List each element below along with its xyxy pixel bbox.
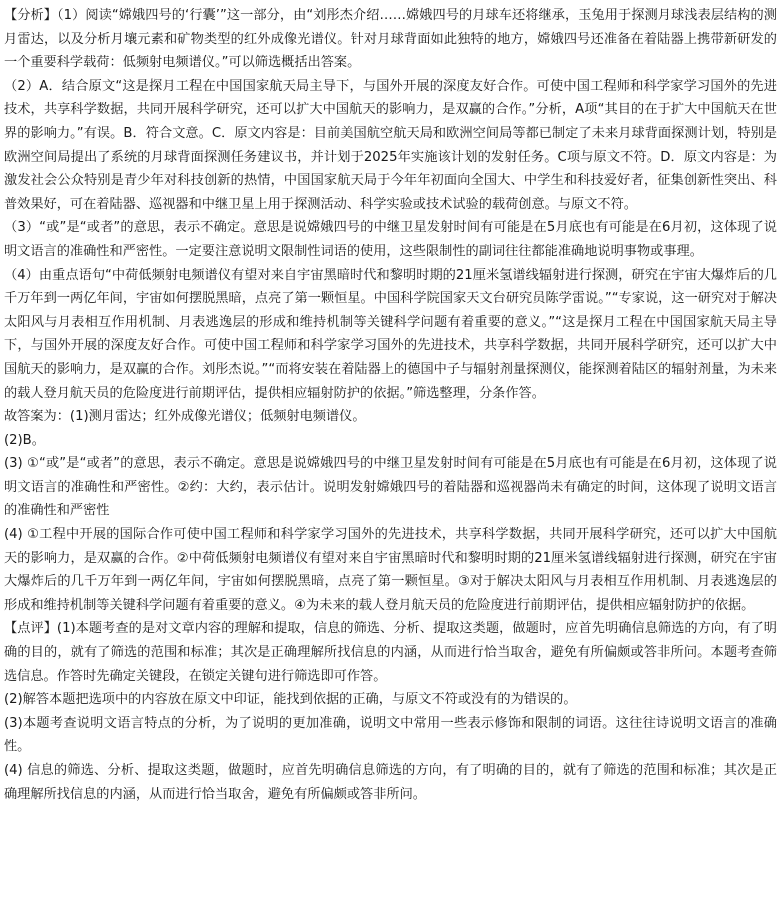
comment-part-4: (4) 信息的筛选、分析、提取这类题，做题时，应首先明确信息筛选的方向，有了明确的目的，就有了筛选的范围和标准；其次是正确理解所找信息的内涵，从而进行恰当取舍，避免有所偏颇或答非所问。: [4, 763, 777, 802]
analysis-part-4: （4）由重点语句“中荷低频射电频谱仪有望对来自宇宙黑暗时代和黎明时期的21厘米氢谱线辐射进行探测，研究在宇宙大爆炸后的几千万年到一两亿年间，宇宙如何摆脱黑暗，点亮了第一颗恒星。中国科学院国家天文台研究员陈学雷说。”“专家说，这一研究对于解决太阳风与月表相互作用机制、月表逃逸层的形成和维持机制等关键科学问题有着重要的意义。”“这是探月工程在中国国家航天局主导下，与国外开展的深度友好合作。可使中国工程师和科学家学习国外的先进技术，共享科学数据，共同开展科学研究，还可以扩大中国航天的影响力，是双赢的合作。刘彤杰说。”“而将安装在着陆器上的德国中子与辐射剂量探测仪，能探测着陆区的辐射剂量，为未来的载人登月航天员的危险度进行前期评估，提供相应辐射防护的依据。”筛选整理，分条作答。: [4, 267, 777, 401]
comment-part-2: (2)解答本题把选项中的内容放在原文中印证，能找到依据的正确，与原文不符或没有的为错误的。: [4, 692, 577, 708]
comment-part-3: (3)本题考查说明文语言特点的分析，为了说明的更加准确，说明文中常用一些表示修饰和限制的词语。这往往诗说明文语言的准确性。: [4, 715, 777, 755]
answer-part-3: (3) ①“或”是“或者”的意思，表示不确定。意思是说嫦娥四号的中继卫星发射时间有可能是在5月底也有可能是在6月初，这体现了说明文语言的准确性和严密性。②约：大约，表示估计。说明发射嫦娥四号的着陆器和巡视器尚未有确定的时间，这体现了说明文语言的准确性和严密性: [4, 456, 777, 519]
answer-part-4: (4) ①工程中开展的国际合作可使中国工程师和科学家学习国外的先进技术，共享科学数据，共同开展科学研究，还可以扩大中国航天的影响力，是双赢的合作。②中荷低频射电频谱仪有望对来自宇宙黑暗时代和黎明时期的21厘米氢谱线辐射进行探测，研究在宇宙大爆炸后的几千万年到一两亿年间，宇宙如何摆脱黑暗，点亮了第一颗恒星。③对于解决太阳风与月表相互作用机制、月表逃逸层的形成和维持机制等关键科学问题有着重要的意义。④为未来的载人登月航天员的危险度进行前期评估，提供相应辐射防护的依据。: [4, 527, 777, 613]
analysis-part-3: （3）“或”是“或者”的意思，表示不确定。意思是说嫦娥四号的中继卫星发射时间有可能是在5月底也有可能是在6月初，这体现了说明文语言的准确性和严密性。一定要注意说明文限制性词语的使用，这些限制性的副词往往都能准确地说明事物或事理。: [4, 220, 777, 259]
answer-part-2: (2)B。: [4, 432, 45, 448]
answer-part-1: 故答案为：(1)测月雷达；红外成像光谱仪；低频射电频谱仪。: [4, 409, 366, 425]
comment-part-1: 【点评】(1)本题考查的是对文章内容的理解和提取，信息的筛选、分析、提取这类题，做题时，应首先明确信息筛选的方向，有了明确的目的，就有了筛选的范围和标准；其次是正确理解所找信息的内涵，从而进行恰当取舍，避免有所偏颇或答非所问。本题考查筛选信息。作答时先确定关键段，在锁定关键句进行筛选即可作答。: [4, 621, 777, 684]
analysis-part-2: （2）A．结合原文“这是探月工程在中国国家航天局主导下，与国外开展的深度友好合作。可使中国工程师和科学家学习国外的先进技术，共享科学数据，共同开展科学研究，还可以扩大中国航天的影响力，是双赢的合作。”分析，A项“其目的在于扩大中国航天在世界的影响力。”有误。B．符合文意。C．原文内容是：目前美国航空航天局和欧洲空间局等都已制定了未来月球背面探测计划，特别是欧洲空间局提出了系统的月球背面探测任务建议书，并计划于2025年实施该计划的发射任务。C项与原文不符。D．原文内容是：为激发社会公众特别是青少年对科技创新的热情，中国国家航天局于今年年初面向全国大、中学生和科技爱好者，征集创新性突出、科普效果好，可在着陆器、巡视器和中继卫星上用于探测活动、科学实验或技术试验的载荷创意。与原文不符。: [4, 78, 777, 212]
analysis-part-1: 【分析】（1）阅读“嫦娥四号的‘行囊’”这一部分，由“刘彤杰介绍……嫦娥四号的月球车还将继承，玉兔用于探测月球浅表层结构的测月雷达，以及分析月壤元素和矿物类型的红外成像光谱仪。针对月球背面如此独特的地方，嫦娥四号还准备在着陆器上携带新研发的一个重要科学载荷：低频射电频谱仪。”可以筛选概括出答案。: [4, 8, 777, 71]
